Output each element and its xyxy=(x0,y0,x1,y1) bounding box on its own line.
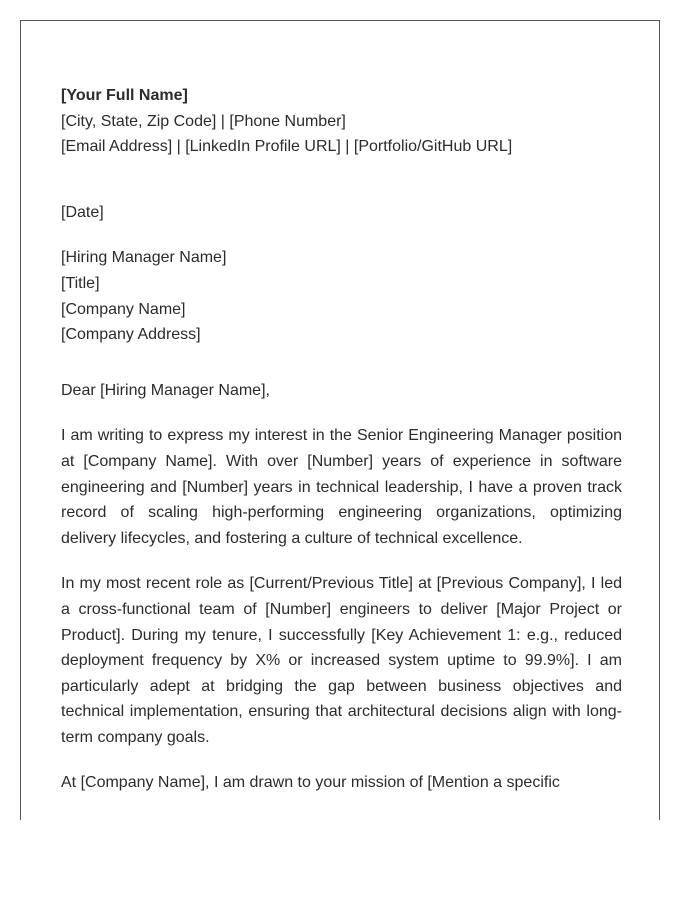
body-paragraph-1: I am writing to express my interest in the Senior Engineering Manager position at [Company Name]. With over [Number] years of experience in software engineering and [Number] years in technical leadership, I have a proven track record of scaling high-performing engineering organizations, optimizing delivery lifecycles, and fostering a culture of technical excellence. xyxy=(61,427,622,547)
spacer xyxy=(61,225,622,245)
salutation: Dear [Hiring Manager Name], xyxy=(61,381,270,399)
spacer xyxy=(61,348,622,378)
sender-full-name: [Your Full Name] xyxy=(61,87,188,104)
spacer xyxy=(61,551,622,571)
recipient-title: [Title] xyxy=(61,274,100,292)
sender-location-phone: [City, State, Zip Code] | [Phone Number] xyxy=(61,112,346,130)
letter-date: [Date] xyxy=(61,203,104,221)
recipient-company: [Company Name] xyxy=(61,300,186,318)
spacer xyxy=(61,160,622,200)
body-paragraph-2: In my most recent role as [Current/Previous Title] at [Previous Company], I led a cross-functional team of [Number] engineers to deliver [Major Project or Product]. During my tenure, I successfully [Key Achievement 1: e.g., reduced deployment frequency by X% or increased system uptime to 99.9%]. I am particularly adept at bridging the gap between business objectives and technical implementation, ensuring that architectural decisions align with long-term company goals. xyxy=(61,575,622,746)
recipient-name: [Hiring Manager Name] xyxy=(61,249,227,267)
letter-content xyxy=(61,83,622,796)
body-paragraph-3: At [Company Name], I am drawn to your mission of [Mention a specific xyxy=(61,774,560,792)
spacer xyxy=(61,750,622,770)
recipient-address: [Company Address] xyxy=(61,326,201,344)
spacer xyxy=(61,403,622,423)
letter-page xyxy=(20,20,660,820)
sender-online-links: [Email Address] | [LinkedIn Profile URL] | [Portfolio/GitHub URL] xyxy=(61,138,513,156)
